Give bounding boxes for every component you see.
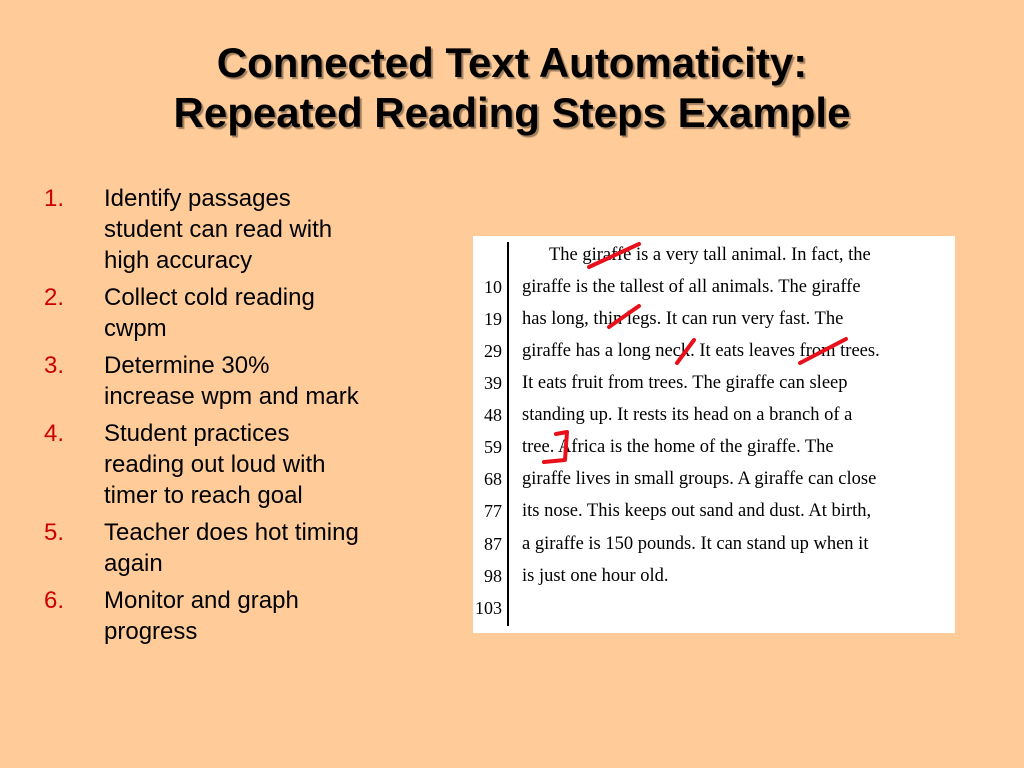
- step-text-line: high accuracy: [104, 247, 253, 274]
- step-item-3: [44, 350, 424, 412]
- cumulative-word-count: 29: [484, 341, 502, 361]
- passage-line: [473, 239, 955, 271]
- step-text-line: increase wpm and mark: [104, 383, 359, 410]
- slide-title: [0, 38, 1024, 138]
- steps-list: [44, 183, 424, 653]
- passage-line-text: its nose. This keeps out sand and dust. At birth,: [522, 501, 872, 521]
- step-item-1: [44, 183, 424, 276]
- passage-line: [473, 367, 955, 399]
- step-item-4: [44, 418, 424, 511]
- passage-line-text: tree. Africa is the home of the giraffe. The: [522, 437, 834, 457]
- passage-line: [473, 592, 955, 624]
- step-number: 6.: [44, 587, 65, 614]
- step-number: 1.: [44, 185, 65, 212]
- step-text-line: Collect cold reading: [104, 284, 315, 311]
- step-text-line: again: [104, 550, 163, 577]
- passage-line: [473, 495, 955, 527]
- step-text-line: cwpm: [104, 315, 167, 342]
- cumulative-word-count: 77: [484, 501, 502, 521]
- cumulative-word-count: 19: [484, 309, 502, 329]
- passage-line-text: standing up. It rests its head on a branch of a: [522, 405, 853, 425]
- passage-line-text: giraffe is the tallest of all animals. The giraffe: [522, 277, 861, 297]
- cumulative-word-count: 103: [475, 598, 502, 618]
- reading-passage-image: [473, 236, 955, 633]
- cumulative-word-count: 48: [484, 405, 502, 425]
- cumulative-word-count: 68: [484, 469, 502, 489]
- step-text-line: Identify passages: [104, 185, 291, 212]
- step-number: 4.: [44, 420, 65, 447]
- passage-line-text: giraffe has a long neck. It eats leaves from trees.: [522, 341, 880, 361]
- cumulative-word-count: 10: [484, 277, 502, 297]
- passage-line: [473, 463, 955, 495]
- step-text-line: progress: [104, 618, 198, 645]
- step-number: 2.: [44, 284, 65, 311]
- step-text-line: student can read with: [104, 216, 333, 243]
- slide-title-line-2: Repeated Reading Steps Example: [173, 89, 851, 136]
- passage-line-text: has long, thin legs. It can run very fast. The: [522, 309, 844, 329]
- passage-line: [473, 560, 955, 592]
- step-text-line: Teacher does hot timing: [104, 519, 359, 546]
- passage-line-text: The giraffe is a very tall animal. In fact, the: [549, 245, 871, 265]
- step-item-6: [44, 585, 424, 647]
- step-item-5: [44, 517, 424, 579]
- passage-line: [473, 528, 955, 560]
- cumulative-word-count: 39: [484, 373, 502, 393]
- passage-line: [473, 335, 955, 367]
- cumulative-word-count: 87: [484, 534, 502, 554]
- passage-line-text: It eats fruit from trees. The giraffe can sleep: [522, 373, 848, 393]
- slide-title-line-1: Connected Text Automaticity:: [216, 39, 808, 86]
- step-number: 5.: [44, 519, 65, 546]
- step-text-line: Student practices: [104, 420, 290, 447]
- cumulative-word-count: 98: [484, 566, 502, 586]
- step-item-2: [44, 282, 424, 344]
- step-text-line: timer to reach goal: [104, 482, 303, 509]
- step-number: 3.: [44, 352, 65, 379]
- passage-line-text: a giraffe is 150 pounds. It can stand up when it: [522, 534, 869, 554]
- passage-line: [473, 303, 955, 335]
- passage-line-text: giraffe lives in small groups. A giraffe can close: [522, 469, 877, 489]
- step-text-line: Determine 30%: [104, 352, 270, 379]
- step-text-line: Monitor and graph: [104, 587, 299, 614]
- passage-line-text: is just one hour old.: [522, 566, 669, 586]
- passage-line: [473, 399, 955, 431]
- step-text-line: reading out loud with: [104, 451, 326, 478]
- passage-line: [473, 431, 955, 463]
- passage-line: [473, 271, 955, 303]
- cumulative-word-count: 59: [484, 437, 502, 457]
